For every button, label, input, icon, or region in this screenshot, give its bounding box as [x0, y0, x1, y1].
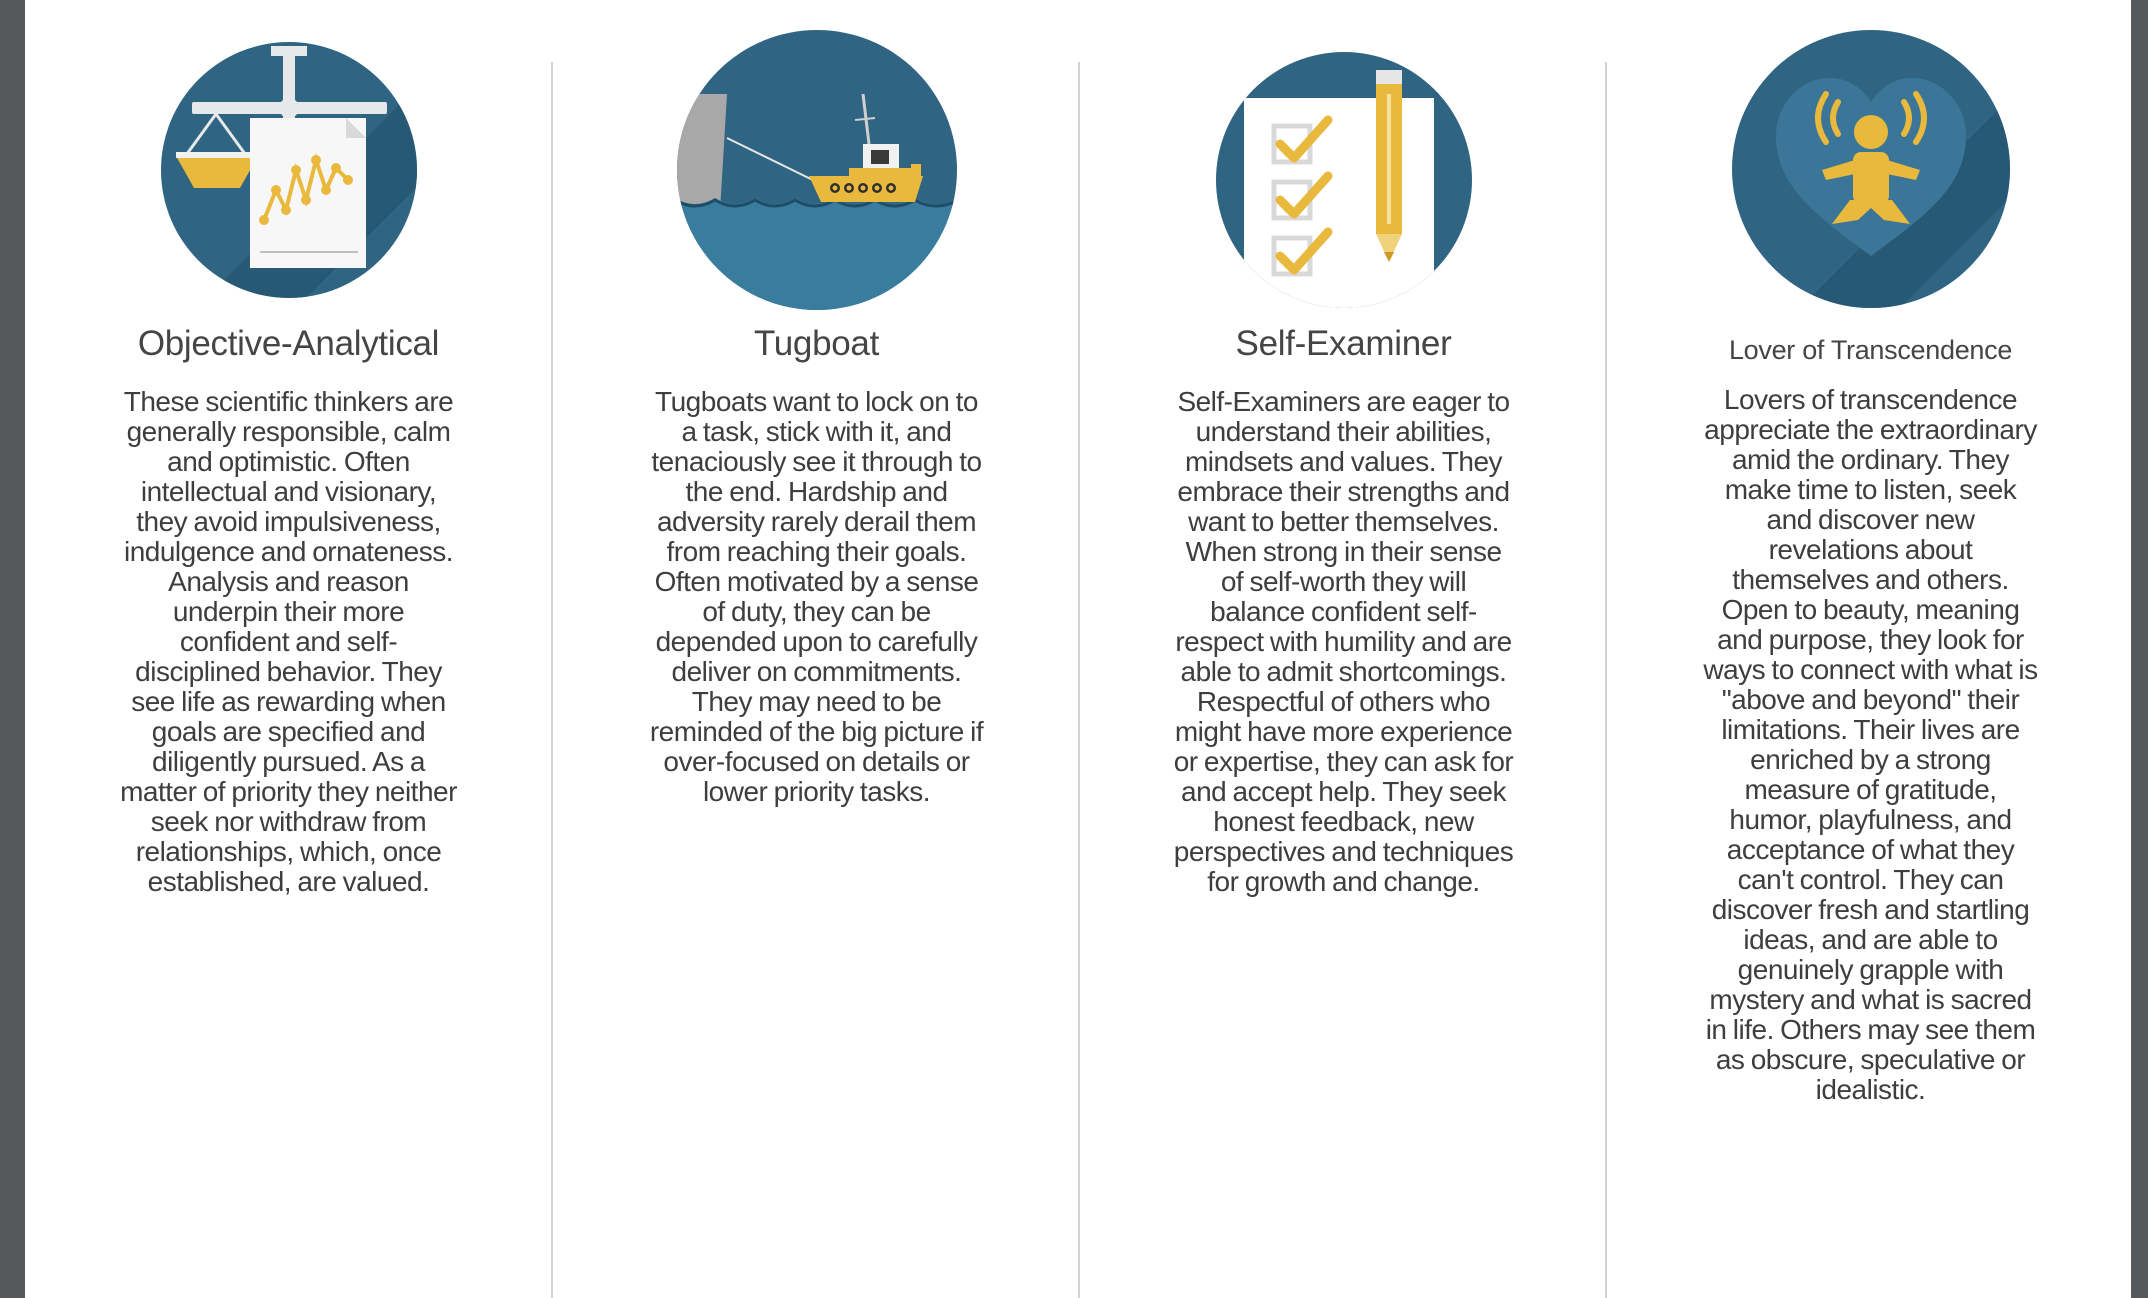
- page: [25, 0, 2131, 1298]
- title-lover-of-transcendence: Lover of Transcendence: [1728, 335, 2013, 365]
- checklist-pencil-icon: [1214, 50, 1474, 310]
- column-tugboat: [553, 0, 1080, 1298]
- title-self-examiner: Self-Examiner: [1235, 324, 1452, 363]
- title-objective-analytical: Objective-Analytical: [137, 324, 440, 363]
- scales-chart-icon: [154, 40, 424, 310]
- column-objective-analytical: [25, 0, 552, 1298]
- column-self-examiner: [1080, 0, 1607, 1298]
- title-tugboat: Tugboat: [753, 324, 880, 363]
- tugboat-icon: [675, 28, 959, 312]
- description-objective-analytical: These scientific thinkers are generally responsible, calm and optimistic. Often intellectual and visionary, they avoid impulsiveness, indulgence and ornateness. Analysis and reason underpin their more confident and self-disciplined behavior. They see life as rewarding when goals are specified and diligently pursued. As a matter of priority they neither seek nor withdraw from relationships, which, once established, are valued.: [120, 386, 457, 897]
- column-lover-of-transcendence: [1607, 0, 2134, 1298]
- description-self-examiner: Self-Examiners are eager to understand their abilities, mindsets and values. They embrace their strengths and want to better themselves. When strong in their sense of self-worth they will balance confident self-respect with humility and are able to admit shortcomings. Respectful of others who might have more experience or expertise, they can ask for and accept help. They seek honest feedback, new perspectives and techniques for growth and change.: [1173, 386, 1514, 897]
- description-tugboat: Tugboats want to lock on to a task, stick with it, and tenaciously see it through to the end. Hardship and adversity rarely derail them from reaching their goals. Often motivated by a sense of duty, they can be depended upon to carefully deliver on commitments. They may need to be reminded of the big picture if over-focused on details or lower priority tasks.: [649, 386, 984, 807]
- description-lover-of-transcendence: Lovers of transcendence appreciate the extraordinary amid the ordinary. They make time to listen, seek and discover new revelations about themselves and others. Open to beauty, meaning and purpose, they look for ways to connect with what is "above and beyond" their limitations. Their lives are enriched by a strong measure of gratitude, humor, playfulness, and acceptance of what they can't control. They can discover fresh and startling ideas, and are able to genuinely grapple with mystery and what is sacred in life. Others may see them as obscure, speculative or idealistic.: [1703, 384, 2038, 1105]
- heart-figure-icon: [1730, 28, 2012, 310]
